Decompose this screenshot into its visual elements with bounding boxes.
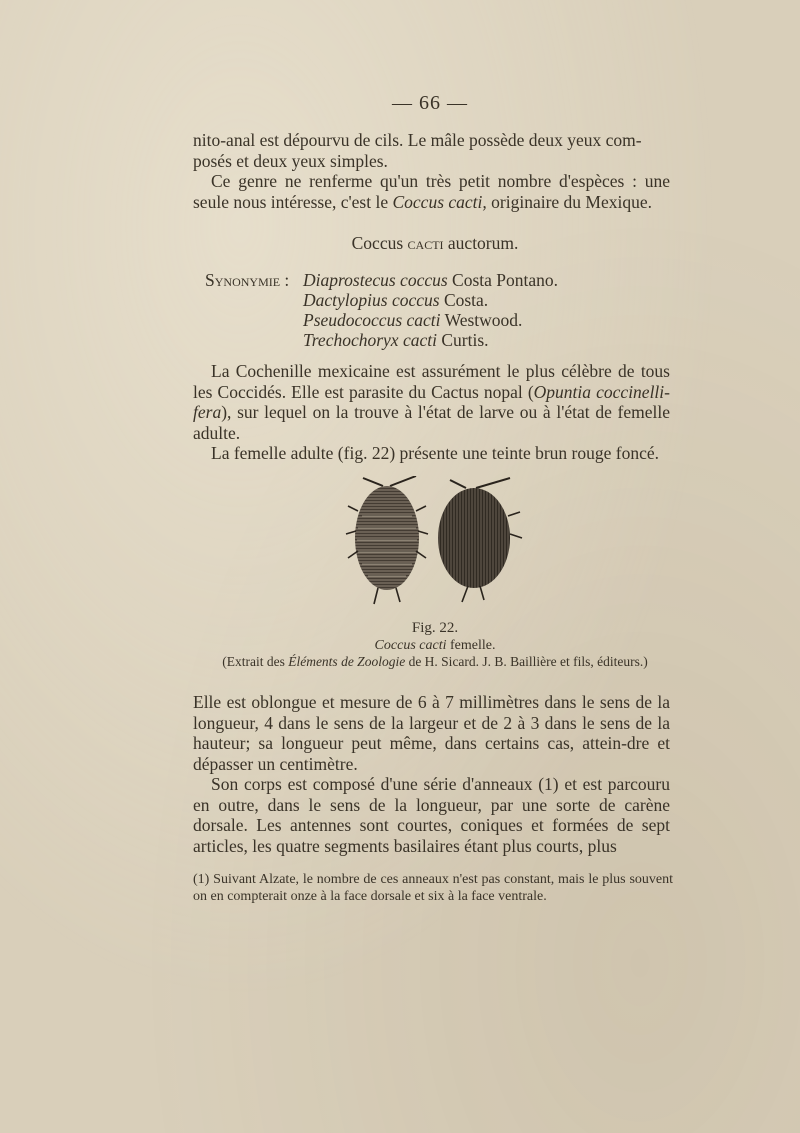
paragraph-3-text: La Cochenille mexicaine est assurément le plus célèbre de tous les Coccidés. Elle est parasite du Cactus nopal (	[193, 361, 670, 402]
synonymy-row	[205, 290, 558, 310]
body-text	[193, 692, 670, 856]
paragraph-2-text: Ce genre ne renferme qu'un très petit nombre d'espèces : une seule nous intéresse, c'est le	[193, 171, 670, 212]
cochineal-illustration	[338, 476, 528, 606]
synonym-name: Dactylopius coccus	[303, 290, 440, 310]
title-auctor: auctorum.	[447, 233, 519, 253]
page-number: — 66 —	[392, 92, 468, 114]
title-species: cacti	[407, 233, 444, 253]
paragraph-2-end: originaire du Mexique.	[486, 191, 652, 212]
species-name: Coccus cacti,	[392, 191, 487, 212]
synonymy-list	[205, 270, 558, 350]
synonym-name: Pseudococcus cacti	[303, 310, 441, 330]
paragraph-2	[193, 171, 670, 212]
synonym-name: Diaprostecus coccus	[303, 270, 448, 290]
cochineal-figure-drawing	[338, 476, 528, 606]
title-genus: Coccus	[351, 233, 404, 253]
figure-label: Fig. 22.	[411, 620, 459, 636]
credit-book-title: Éléments de Zoologie	[288, 654, 406, 669]
synonym-author: Curtis.	[441, 330, 489, 350]
section-title	[0, 233, 800, 254]
description-text	[193, 361, 670, 464]
insect-dorsal-view	[438, 478, 522, 602]
synonym-author: Westwood.	[444, 310, 523, 330]
paragraph-1-line-2: posés et deux yeux simples.	[193, 150, 388, 171]
credit-suffix: de H. Sicard. J. B. Baillière et fils, éditeurs.)	[405, 654, 648, 669]
footnote	[193, 871, 673, 905]
paragraph-3	[193, 361, 670, 443]
paragraph-5: Elle est oblongue et mesure de 6 à 7 millimètres dans le sens de la longueur, 4 dans le sens de la largeur et de 2 à 3 dans le sens de la hauteur; sa longueur peut même, dans certains cas, attein-dre et dépasser un centimètre.	[193, 692, 670, 774]
figure-credit	[0, 654, 800, 670]
synonymy-row	[205, 330, 558, 350]
intro-text	[193, 130, 670, 212]
synonymy-row	[205, 270, 558, 290]
paragraph-6: Son corps est composé d'une série d'anneaux (1) et est parcouru en outre, dans le sens de la longueur, par une sorte de carène dorsale. Les antennes sont courtes, coniques et formées de sept articles, les quatre segments basilaires étant plus courts, plus	[193, 774, 670, 856]
paragraph-3-end: ), sur lequel on la trouve à l'état de larve ou à l'état de femelle adulte.	[193, 402, 670, 443]
plant-name: Opuntia coccinelli-fera	[193, 381, 670, 422]
synonymy-label: Synonymie :	[205, 270, 290, 290]
paragraph-1	[193, 130, 670, 171]
figure-caption	[0, 638, 800, 654]
synonym-name: Trechochoryx cacti	[303, 330, 437, 350]
footnote-text: (1) Suivant Alzate, le nombre de ces anneaux n'est pas constant, mais le plus souvent on en compterait onze à la face dorsale et six à la face ventrale.	[193, 872, 673, 904]
paragraph-4: La femelle adulte (fig. 22) présente une teinte brun rouge foncé.	[211, 443, 660, 463]
caption-rest: femelle.	[446, 638, 496, 653]
credit-prefix: (Extrait des	[222, 654, 289, 669]
synonym-author: Costa.	[443, 290, 489, 310]
paragraph-1-line-1: nito-anal est dépourvu de cils. Le mâle possède deux yeux com-	[193, 130, 642, 150]
synonymy-row	[205, 310, 558, 330]
insect-ventral-view	[346, 476, 428, 604]
synonym-author: Costa Pontano.	[452, 270, 559, 290]
caption-species: Coccus cacti	[374, 638, 447, 653]
